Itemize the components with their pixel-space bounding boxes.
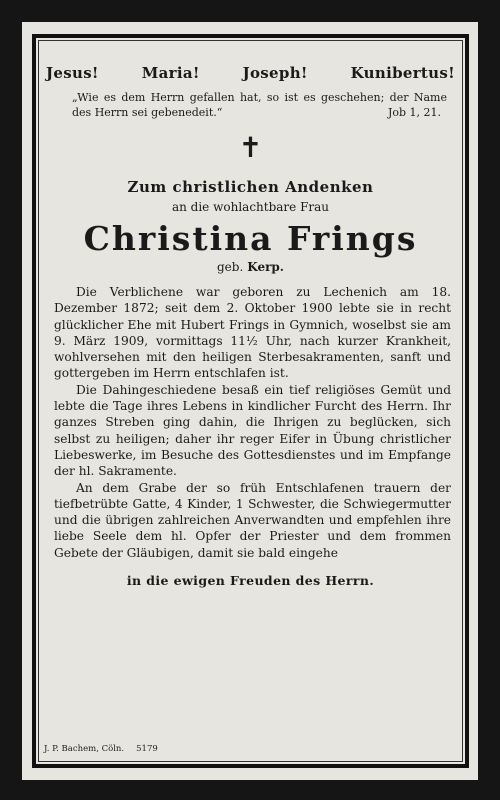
invocation-maria: Maria! bbox=[141, 64, 200, 82]
paragraph-piety: Die Dahingeschiedene besaß ein tief religiöses Gemüt und lebte die Tage ihres Lebens in kindlicher Furcht des Herrn. Ihr ganzes Streben ging dahin, die Ihrigen zu beglücken, sich selbst zu heiligen; daher ihr reger Eifer in Übung christlicher Liebeswerke, im Besuche des Gottesdienstes und im Empfange der hl. Sakramente. bbox=[54, 382, 451, 479]
maiden-name-line bbox=[42, 260, 459, 274]
card-content bbox=[42, 64, 459, 588]
printer-imprint bbox=[44, 744, 158, 754]
dedication-line: an die wohlachtbare Frau bbox=[171, 200, 330, 214]
paragraph-life: Die Verblichene war geboren zu Lechenich am 18. Dezember 1872; seit dem 2. Oktober 1900 lebte sie in recht glücklicher Ehe mit Hubert Frings in Gymnich, woselbst sie am 9. März 1909, vormittags 11½ Uhr, nach kurzer Krankheit, wohlversehen mit den heiligen Sterbesakramenten, sanft und gottergeben im Herrn entschlafen ist. bbox=[54, 285, 451, 381]
printer-name: J. P. Bachem, Cöln. bbox=[44, 744, 125, 754]
closing-line: in die ewigen Freuden des Herrn. bbox=[126, 573, 375, 589]
verse-reference: Job 1, 21. bbox=[387, 106, 441, 119]
cross-icon: ✝ bbox=[238, 131, 263, 164]
memorial-card bbox=[22, 22, 478, 780]
bible-verse bbox=[72, 90, 447, 120]
biography-text bbox=[54, 284, 451, 561]
invocation-jesus: Jesus! bbox=[46, 64, 99, 82]
invocation-line bbox=[42, 64, 459, 82]
invocation-joseph: Joseph! bbox=[242, 64, 308, 82]
maiden-name: Kerp. bbox=[247, 260, 284, 274]
memorial-title: Zum christlichen Andenken bbox=[127, 178, 374, 196]
invocation-kunibertus: Kunibertus! bbox=[350, 64, 455, 82]
deceased-name: Christina Frings bbox=[83, 219, 418, 258]
nee-prefix: geb. bbox=[217, 260, 244, 274]
printer-number: 5179 bbox=[136, 744, 158, 754]
paragraph-mourners: An dem Grabe der so früh Entschlafenen trauern der tiefbetrübte Gatte, 4 Kinder, 1 Schwester, die Schwiegermutter und die übrigen zahlreichen Anverwandten und empfehlen ihre liebe Seele dem hl. Opfer der Priester und dem frommen Gebete der Gläubigen, damit sie bald eingehe bbox=[54, 480, 451, 560]
verse-text: „Wie es dem Herrn gefallen hat, so ist es geschehen; der Name des Herrn sei gebenedeit.“ bbox=[72, 91, 447, 119]
